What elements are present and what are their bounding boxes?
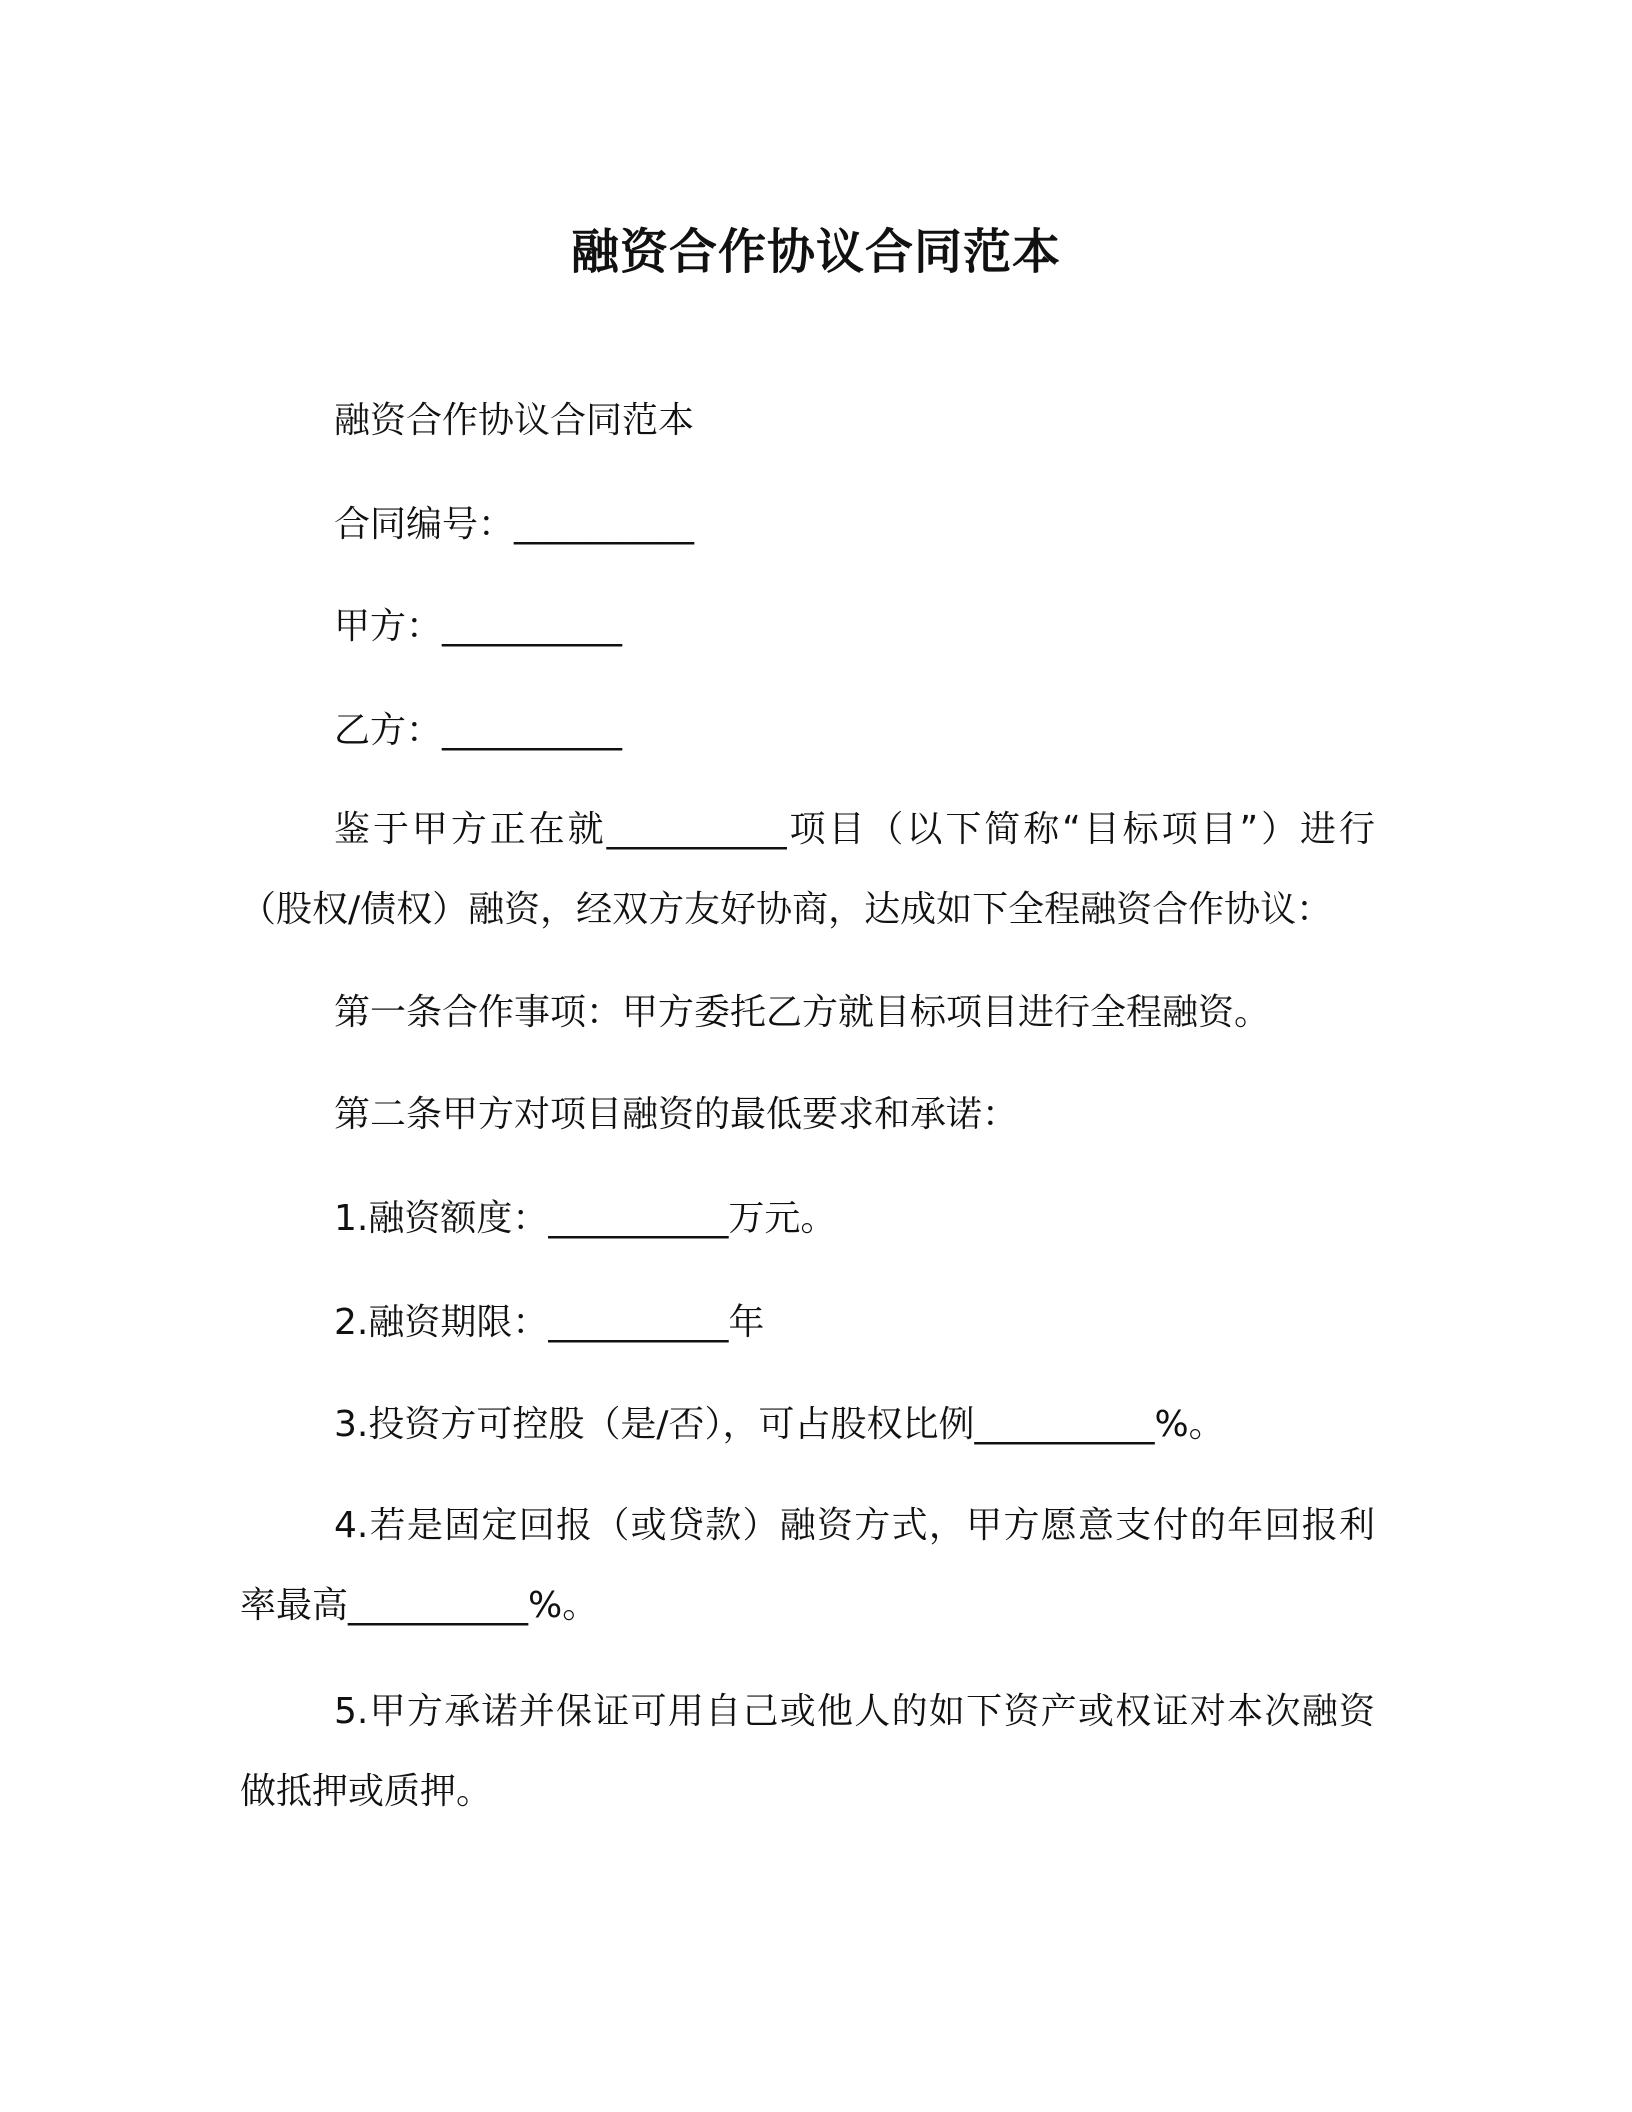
contract-number-line: 合同编号：__________: [334, 504, 695, 545]
preamble-paragraph: 鉴于甲方正在就__________项目（以下简称“目标项目”）进行（股权/债权）融资，经双方友好协商，达成如下全程融资合作协议：: [240, 809, 1375, 930]
item-4-fixed-return: 4.若是固定回报（或贷款）融资方式，甲方愿意支付的年回报利率最高__________%。: [240, 1505, 1375, 1626]
article-1-paragraph: 第一条合作事项：甲方委托乙方就目标项目进行全程融资。: [334, 992, 1271, 1033]
item-2-financing-term: 2.融资期限：__________年: [334, 1302, 765, 1343]
document-subtitle: 融资合作协议合同范本: [334, 400, 695, 441]
item-3-equity-control: 3.投资方可控股（是/否），可占股权比例__________%。: [334, 1404, 1225, 1445]
party-a-line: 甲方：__________: [334, 606, 623, 647]
item-5-collateral: 5.甲方承诺并保证可用自己或他人的如下资产或权证对本次融资做抵押或质押。: [240, 1691, 1375, 1812]
item-1-financing-amount: 1.融资额度：__________万元。: [334, 1198, 837, 1239]
article-2-heading: 第二条甲方对项目融资的最低要求和承诺：: [334, 1094, 1019, 1135]
document-title: 融资合作协议合同范本: [570, 224, 1061, 280]
party-b-line: 乙方：__________: [334, 710, 623, 751]
